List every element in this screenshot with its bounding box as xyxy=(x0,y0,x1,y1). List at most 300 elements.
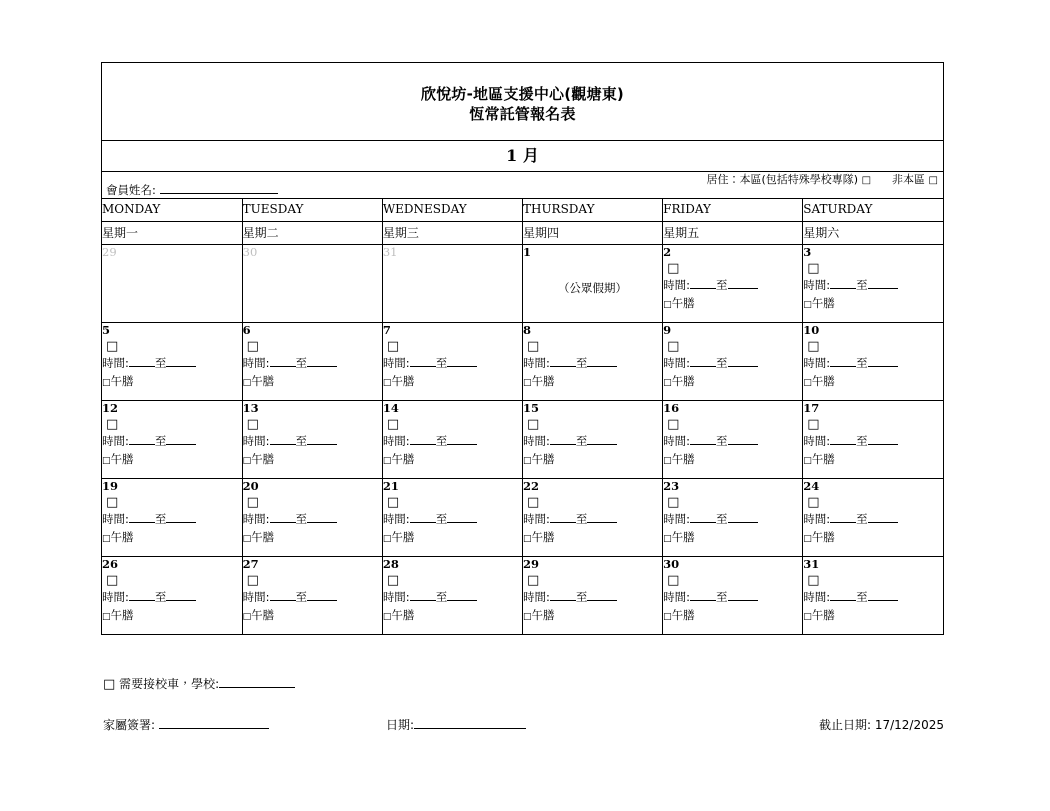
day-number: 21 xyxy=(382,478,399,493)
form-title: 恆常託管報名表 xyxy=(469,105,576,123)
time-end-blank[interactable] xyxy=(447,366,477,367)
time-end-blank[interactable] xyxy=(307,366,337,367)
time-start-blank[interactable] xyxy=(690,522,716,523)
time-range-field[interactable] xyxy=(803,277,943,295)
lunch-option[interactable] xyxy=(523,607,662,625)
time-prefix-label: 時間: xyxy=(382,355,410,370)
lunch-checkbox[interactable]: □ xyxy=(522,455,532,466)
time-end-blank[interactable] xyxy=(447,600,477,601)
attendance-checkbox[interactable]: □ xyxy=(386,494,400,510)
attendance-checkbox[interactable]: □ xyxy=(386,416,400,432)
lunch-label: 午膳 xyxy=(110,373,134,388)
time-prefix-label: 時間: xyxy=(803,589,831,604)
family-signature-blank[interactable] xyxy=(159,728,269,729)
lunch-label: 午膳 xyxy=(110,529,134,544)
lunch-checkbox[interactable]: □ xyxy=(102,611,111,622)
time-range-field[interactable] xyxy=(663,589,802,607)
time-end-blank[interactable] xyxy=(728,444,758,445)
lunch-checkbox[interactable]: □ xyxy=(803,611,812,622)
time-end-blank[interactable] xyxy=(728,522,758,523)
time-middle-label: 至 xyxy=(575,355,588,370)
time-start-blank[interactable] xyxy=(690,366,716,367)
calendar-day-cell xyxy=(663,478,803,556)
time-range-field[interactable] xyxy=(243,433,382,451)
lunch-checkbox[interactable]: □ xyxy=(242,611,252,622)
time-start-blank[interactable] xyxy=(550,366,576,367)
lunch-checkbox[interactable]: □ xyxy=(663,377,672,388)
time-start-blank[interactable] xyxy=(830,522,856,523)
calendar-day-cell xyxy=(803,556,943,634)
time-start-blank[interactable] xyxy=(690,600,716,601)
lunch-label: 午膳 xyxy=(531,607,555,622)
time-prefix-label: 時間: xyxy=(803,433,831,448)
calendar-day-cell xyxy=(663,244,803,322)
family-signature-field[interactable] xyxy=(103,716,269,734)
time-start-blank[interactable] xyxy=(830,366,856,367)
time-prefix-label: 時間: xyxy=(522,589,550,604)
calendar-day-cell xyxy=(382,400,522,478)
time-middle-label: 至 xyxy=(295,355,308,370)
time-middle-label: 至 xyxy=(154,433,167,448)
lunch-option[interactable] xyxy=(803,451,943,469)
lunch-label: 午膳 xyxy=(110,451,134,466)
time-middle-label: 至 xyxy=(435,433,448,448)
calendar-week-row xyxy=(102,400,943,478)
calendar-day-cell xyxy=(522,478,662,556)
time-end-blank[interactable] xyxy=(868,600,898,601)
lunch-option[interactable] xyxy=(803,295,943,313)
time-end-blank[interactable] xyxy=(868,522,898,523)
time-middle-label: 至 xyxy=(154,511,167,526)
time-start-blank[interactable] xyxy=(830,444,856,445)
attendance-checkbox[interactable]: □ xyxy=(667,494,680,510)
lunch-checkbox[interactable]: □ xyxy=(382,533,392,544)
lunch-checkbox[interactable]: □ xyxy=(663,533,672,544)
calendar-day-cell xyxy=(663,400,803,478)
lunch-checkbox[interactable]: □ xyxy=(803,377,812,388)
attendance-checkbox[interactable]: □ xyxy=(807,416,820,432)
deadline-value: 17/12/2025 xyxy=(874,718,944,732)
attendance-checkbox[interactable]: □ xyxy=(386,338,400,354)
time-range-field[interactable] xyxy=(243,355,382,373)
lunch-label: 午膳 xyxy=(391,373,415,388)
calendar-day-cell xyxy=(803,478,943,556)
residence-other-checkbox[interactable]: □ xyxy=(928,175,938,186)
attendance-checkbox[interactable]: □ xyxy=(386,572,400,588)
school-bus-checkbox[interactable]: □ xyxy=(103,677,116,692)
lunch-checkbox[interactable]: □ xyxy=(803,455,812,466)
lunch-checkbox[interactable]: □ xyxy=(382,377,392,388)
time-range-field[interactable] xyxy=(663,433,802,451)
time-start-blank[interactable] xyxy=(129,366,155,367)
time-prefix-label: 時間: xyxy=(522,433,550,448)
calendar-day-cell xyxy=(663,322,803,400)
lunch-option[interactable] xyxy=(663,373,802,391)
time-prefix-label: 時間: xyxy=(663,433,690,448)
day-number: 30 xyxy=(663,556,680,571)
day-number: 2 xyxy=(663,244,672,259)
calendar-header-tuesday: TUESDAY xyxy=(242,199,382,221)
time-start-blank[interactable] xyxy=(690,444,716,445)
lunch-label: 午膳 xyxy=(391,451,415,466)
time-prefix-label: 時間: xyxy=(102,433,129,448)
calendar-week-row xyxy=(102,556,943,634)
lunch-label: 午膳 xyxy=(811,529,835,544)
time-range-field[interactable] xyxy=(102,589,242,607)
day-number: 6 xyxy=(242,322,251,337)
time-prefix-label: 時間: xyxy=(663,511,690,526)
calendar-day-cell xyxy=(522,556,662,634)
lunch-label: 午膳 xyxy=(531,529,555,544)
time-middle-label: 至 xyxy=(295,433,308,448)
calendar-day-cell xyxy=(803,322,943,400)
lunch-option[interactable] xyxy=(663,295,802,313)
attendance-checkbox[interactable]: □ xyxy=(667,338,680,354)
time-range-field[interactable] xyxy=(523,589,662,607)
calendar-day-cell xyxy=(803,400,943,478)
time-range-field[interactable] xyxy=(523,355,662,373)
signature-date-blank[interactable] xyxy=(414,728,526,729)
lunch-label: 午膳 xyxy=(811,607,835,622)
time-range-field[interactable] xyxy=(243,589,382,607)
lunch-option[interactable] xyxy=(523,373,662,391)
time-middle-label: 至 xyxy=(856,433,868,448)
day-number: 5 xyxy=(102,322,111,337)
time-middle-label: 至 xyxy=(716,355,728,370)
organization-title: 欣悅坊-地區支援中心(觀塘東) xyxy=(421,85,624,103)
calendar-header xyxy=(102,199,943,221)
day-number: 31 xyxy=(803,556,820,571)
attendance-checkbox[interactable]: □ xyxy=(807,338,820,354)
lunch-checkbox[interactable]: □ xyxy=(803,533,812,544)
residence-local-checkbox[interactable]: □ xyxy=(861,175,872,186)
time-end-blank[interactable] xyxy=(166,444,196,445)
time-range-field[interactable] xyxy=(383,355,522,373)
calendar-day-cell xyxy=(102,322,242,400)
day-number: 29 xyxy=(102,244,117,259)
day-number: 29 xyxy=(522,556,539,571)
attendance-checkbox[interactable]: □ xyxy=(246,572,259,588)
time-start-blank[interactable] xyxy=(410,522,436,523)
time-prefix-label: 時間: xyxy=(382,589,410,604)
lunch-label: 午膳 xyxy=(251,607,275,622)
lunch-label: 午膳 xyxy=(671,451,695,466)
lunch-option[interactable] xyxy=(663,529,802,547)
calendar-day-cell xyxy=(242,400,382,478)
time-end-blank[interactable] xyxy=(587,600,617,601)
registration-form-frame xyxy=(101,62,944,635)
time-middle-label: 至 xyxy=(154,589,167,604)
time-end-blank[interactable] xyxy=(868,444,898,445)
time-prefix-label: 時間: xyxy=(522,511,550,526)
member-name-field[interactable] xyxy=(106,183,278,197)
time-start-blank[interactable] xyxy=(410,444,436,445)
day-number: 1 xyxy=(522,244,531,259)
time-prefix-label: 時間: xyxy=(663,589,690,604)
form-footer xyxy=(101,675,944,738)
time-range-field[interactable] xyxy=(102,355,242,373)
signature-date-field[interactable] xyxy=(386,716,526,734)
lunch-option[interactable] xyxy=(383,607,522,625)
attendance-checkbox[interactable]: □ xyxy=(807,494,820,510)
time-start-blank[interactable] xyxy=(550,522,576,523)
attendance-checkbox[interactable]: □ xyxy=(667,416,680,432)
time-middle-label: 至 xyxy=(856,277,868,292)
time-start-blank[interactable] xyxy=(270,366,296,367)
calendar-day-cell xyxy=(242,322,382,400)
lunch-checkbox[interactable]: □ xyxy=(803,299,812,310)
time-end-blank[interactable] xyxy=(728,600,758,601)
calendar-day-cell xyxy=(102,478,242,556)
calendar-header-wednesday: WEDNESDAY xyxy=(382,199,522,221)
time-range-field[interactable] xyxy=(803,355,943,373)
time-end-blank[interactable] xyxy=(868,366,898,367)
time-end-blank[interactable] xyxy=(307,522,337,523)
lunch-label: 午膳 xyxy=(531,451,555,466)
signature-row xyxy=(101,716,944,738)
calendar-day-cell xyxy=(242,478,382,556)
time-middle-label: 至 xyxy=(575,511,588,526)
time-range-field[interactable] xyxy=(663,355,802,373)
calendar-day-cell xyxy=(522,322,662,400)
lunch-option[interactable] xyxy=(243,529,382,547)
attendance-checkbox[interactable]: □ xyxy=(246,416,259,432)
residence-field[interactable] xyxy=(707,173,939,188)
time-prefix-label: 時間: xyxy=(102,355,129,370)
lunch-option[interactable] xyxy=(243,607,382,625)
lunch-label: 午膳 xyxy=(391,529,415,544)
time-prefix-label: 時間: xyxy=(663,277,690,292)
lunch-option[interactable] xyxy=(803,607,943,625)
time-start-blank[interactable] xyxy=(129,444,155,445)
attendance-checkbox[interactable]: □ xyxy=(106,416,119,432)
time-start-blank[interactable] xyxy=(690,288,716,289)
day-number: 8 xyxy=(522,322,531,337)
calendar-header-saturday: SATURDAY xyxy=(803,199,943,221)
public-holiday-note: （公眾假期） xyxy=(558,280,628,295)
time-start-blank[interactable] xyxy=(129,600,155,601)
attendance-checkbox[interactable]: □ xyxy=(526,338,540,354)
lunch-checkbox[interactable]: □ xyxy=(522,533,532,544)
time-range-field[interactable] xyxy=(663,277,802,295)
day-number: 30 xyxy=(242,244,258,259)
school-bus-school-blank[interactable] xyxy=(219,687,295,688)
lunch-label: 午膳 xyxy=(251,373,275,388)
lunch-option[interactable] xyxy=(803,529,943,547)
calendar-day-cell xyxy=(242,556,382,634)
day-number: 13 xyxy=(242,400,259,415)
time-start-blank[interactable] xyxy=(270,444,296,445)
lunch-label: 午膳 xyxy=(531,373,555,388)
time-range-field[interactable] xyxy=(383,433,522,451)
time-prefix-label: 時間: xyxy=(102,589,129,604)
signature-date-label: 日期: xyxy=(386,718,415,732)
calendar-day-cell xyxy=(663,556,803,634)
time-end-blank[interactable] xyxy=(166,600,196,601)
day-number: 31 xyxy=(382,244,398,259)
attendance-checkbox[interactable]: □ xyxy=(106,338,119,354)
time-end-blank[interactable] xyxy=(587,522,617,523)
lunch-checkbox[interactable]: □ xyxy=(522,611,532,622)
time-middle-label: 至 xyxy=(435,511,448,526)
form-title-band xyxy=(102,63,943,141)
lunch-option[interactable] xyxy=(243,451,382,469)
time-range-field[interactable] xyxy=(663,511,802,529)
attendance-checkbox[interactable]: □ xyxy=(807,572,820,588)
calendar-header-thursday: THURSDAY xyxy=(522,199,662,221)
attendance-checkbox[interactable]: □ xyxy=(246,494,259,510)
time-prefix-label: 時間: xyxy=(663,355,690,370)
attendance-checkbox[interactable]: □ xyxy=(106,572,119,588)
time-end-blank[interactable] xyxy=(447,444,477,445)
member-info-band xyxy=(102,172,943,199)
calendar-day-cell xyxy=(102,400,242,478)
lunch-checkbox[interactable]: □ xyxy=(242,377,252,388)
residence-other-label: 非本區 xyxy=(892,173,926,186)
calendar-day-cell xyxy=(382,244,522,322)
lunch-checkbox[interactable]: □ xyxy=(242,455,252,466)
lunch-checkbox[interactable]: □ xyxy=(663,455,672,466)
day-number: 9 xyxy=(663,322,672,337)
attendance-checkbox[interactable]: □ xyxy=(526,416,540,432)
time-range-field[interactable] xyxy=(803,589,943,607)
time-range-field[interactable] xyxy=(803,511,943,529)
time-start-blank[interactable] xyxy=(830,600,856,601)
residence-local-label: 居住：本區(包括特殊學校專隊) xyxy=(706,173,859,186)
time-middle-label: 至 xyxy=(716,433,728,448)
lunch-option[interactable] xyxy=(243,373,382,391)
lunch-option[interactable] xyxy=(383,451,522,469)
time-middle-label: 至 xyxy=(716,277,728,292)
lunch-checkbox[interactable]: □ xyxy=(522,377,532,388)
lunch-option[interactable] xyxy=(102,451,242,469)
lunch-checkbox[interactable]: □ xyxy=(663,299,672,310)
lunch-option[interactable] xyxy=(102,529,242,547)
time-range-field[interactable] xyxy=(243,511,382,529)
lunch-checkbox[interactable]: □ xyxy=(242,533,252,544)
family-signature-label: 家屬簽署: xyxy=(103,718,156,732)
time-end-blank[interactable] xyxy=(166,366,196,367)
time-end-blank[interactable] xyxy=(728,288,758,289)
time-start-blank[interactable] xyxy=(129,522,155,523)
lunch-option[interactable] xyxy=(383,529,522,547)
day-number: 26 xyxy=(102,556,119,571)
calendar-day-cell xyxy=(102,556,242,634)
lunch-label: 午膳 xyxy=(671,607,695,622)
time-range-field[interactable] xyxy=(383,511,522,529)
time-end-blank[interactable] xyxy=(307,600,337,601)
time-middle-label: 至 xyxy=(575,433,588,448)
time-end-blank[interactable] xyxy=(587,444,617,445)
lunch-option[interactable] xyxy=(523,529,662,547)
time-range-field[interactable] xyxy=(523,433,662,451)
time-range-field[interactable] xyxy=(803,433,943,451)
time-middle-label: 至 xyxy=(154,355,167,370)
time-start-blank[interactable] xyxy=(270,522,296,523)
time-prefix-label: 時間: xyxy=(382,433,410,448)
lunch-label: 午膳 xyxy=(811,451,835,466)
time-range-field[interactable] xyxy=(102,433,242,451)
time-prefix-label: 時間: xyxy=(242,355,270,370)
time-end-blank[interactable] xyxy=(447,522,477,523)
time-prefix-label: 時間: xyxy=(242,511,270,526)
time-end-blank[interactable] xyxy=(166,522,196,523)
time-range-field[interactable] xyxy=(523,511,662,529)
attendance-checkbox[interactable]: □ xyxy=(526,572,540,588)
time-start-blank[interactable] xyxy=(830,288,856,289)
calendar-header-zh-2: 星期三 xyxy=(382,221,522,244)
attendance-checkbox[interactable]: □ xyxy=(106,494,119,510)
day-number: 27 xyxy=(242,556,259,571)
calendar-header-zh-5: 星期六 xyxy=(803,221,943,244)
time-start-blank[interactable] xyxy=(410,366,436,367)
lunch-option[interactable] xyxy=(102,607,242,625)
school-bus-row[interactable] xyxy=(101,675,944,694)
day-number: 15 xyxy=(522,400,539,415)
day-number: 16 xyxy=(663,400,680,415)
lunch-option[interactable] xyxy=(383,373,522,391)
time-start-blank[interactable] xyxy=(410,600,436,601)
calendar-day-cell xyxy=(522,400,662,478)
time-end-blank[interactable] xyxy=(587,366,617,367)
time-range-field[interactable] xyxy=(102,511,242,529)
lunch-checkbox[interactable]: □ xyxy=(382,455,392,466)
lunch-checkbox[interactable]: □ xyxy=(382,611,392,622)
time-end-blank[interactable] xyxy=(728,366,758,367)
lunch-option[interactable] xyxy=(663,451,802,469)
attendance-checkbox[interactable]: □ xyxy=(526,494,540,510)
calendar-header-zh-3: 星期四 xyxy=(522,221,662,244)
lunch-checkbox[interactable]: □ xyxy=(102,377,111,388)
member-name-blank[interactable] xyxy=(160,193,278,194)
time-range-field[interactable] xyxy=(383,589,522,607)
calendar-day-cell xyxy=(803,244,943,322)
lunch-option[interactable] xyxy=(102,373,242,391)
day-number: 22 xyxy=(522,478,539,493)
lunch-option[interactable] xyxy=(523,451,662,469)
attendance-checkbox[interactable]: □ xyxy=(667,572,680,588)
time-middle-label: 至 xyxy=(295,511,308,526)
lunch-label: 午膳 xyxy=(811,373,835,388)
lunch-label: 午膳 xyxy=(251,529,275,544)
day-number: 28 xyxy=(382,556,399,571)
lunch-option[interactable] xyxy=(663,607,802,625)
time-prefix-label: 時間: xyxy=(522,355,550,370)
lunch-checkbox[interactable]: □ xyxy=(663,611,672,622)
day-number: 17 xyxy=(803,400,820,415)
attendance-checkbox[interactable]: □ xyxy=(807,260,820,276)
time-start-blank[interactable] xyxy=(550,444,576,445)
calendar-day-cell xyxy=(242,244,382,322)
lunch-option[interactable] xyxy=(803,373,943,391)
lunch-label: 午膳 xyxy=(811,295,835,310)
lunch-checkbox[interactable]: □ xyxy=(102,455,111,466)
lunch-checkbox[interactable]: □ xyxy=(102,533,111,544)
time-end-blank[interactable] xyxy=(307,444,337,445)
calendar-day-cell xyxy=(382,478,522,556)
attendance-calendar xyxy=(102,199,943,634)
deadline-field xyxy=(819,716,944,734)
time-prefix-label: 時間: xyxy=(242,433,270,448)
attendance-checkbox[interactable]: □ xyxy=(246,338,259,354)
school-bus-label: 需要接校車，學校: xyxy=(119,677,220,691)
time-end-blank[interactable] xyxy=(868,288,898,289)
time-start-blank[interactable] xyxy=(270,600,296,601)
attendance-checkbox[interactable]: □ xyxy=(667,260,680,276)
day-number: 23 xyxy=(663,478,680,493)
lunch-label: 午膳 xyxy=(391,607,415,622)
time-start-blank[interactable] xyxy=(550,600,576,601)
